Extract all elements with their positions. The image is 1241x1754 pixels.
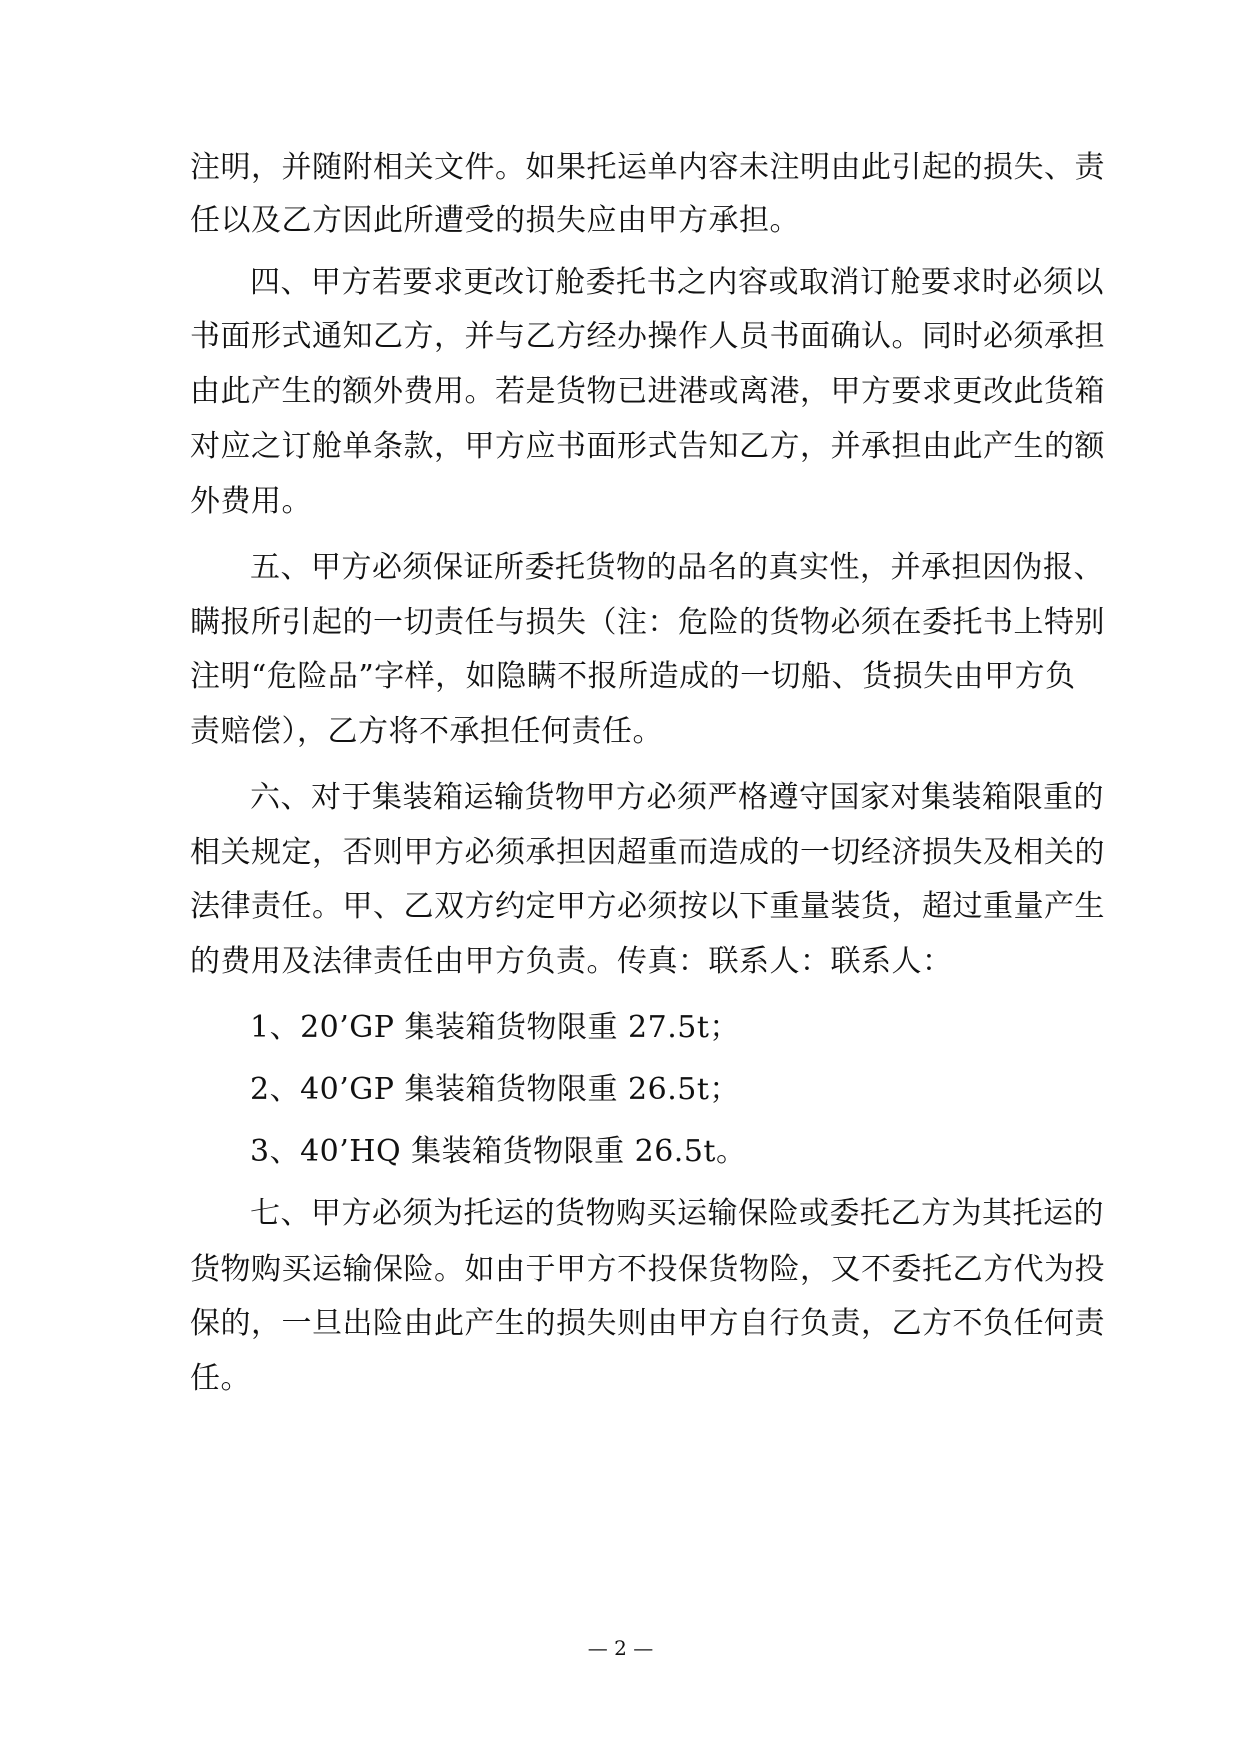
paragraph-line: 由此产生的额外费用。若是货物已进港或离港，甲方要求更改此货箱 bbox=[190, 374, 1105, 409]
paragraph-line: 法律责任。甲、乙双方约定甲方必须按以下重量装货，超过重量产生 bbox=[190, 889, 1105, 924]
paragraph-line: 任以及乙方因此所遭受的损失应由甲方承担。 bbox=[190, 203, 800, 238]
paragraph-line: 四、甲方若要求更改订舱委托书之内容或取消订舱要求时必须以 bbox=[250, 265, 1104, 300]
list-item: 1、20’GP 集装箱货物限重 27.5t； bbox=[250, 1010, 740, 1045]
paragraph-line: 对应之订舱单条款，甲方应书面形式告知乙方，并承担由此产生的额 bbox=[190, 429, 1105, 464]
paragraph-line: 外费用。 bbox=[190, 484, 312, 519]
page-number: — 2 — bbox=[587, 1636, 654, 1660]
paragraph-line: 的费用及法律责任由甲方负责。传真：联系人：联系人： bbox=[190, 944, 953, 979]
paragraph-line: 任。 bbox=[190, 1361, 251, 1396]
paragraph-line: 保的，一旦出险由此产生的损失则由甲方自行负责，乙方不负任何责 bbox=[190, 1306, 1105, 1341]
paragraph-line: 瞒报所引起的一切责任与损失（注：危险的货物必须在委托书上特别 bbox=[190, 605, 1105, 640]
paragraph-line: 书面形式通知乙方，并与乙方经办操作人员书面确认。同时必须承担 bbox=[190, 319, 1105, 354]
paragraph-line: 六、对于集装箱运输货物甲方必须严格遵守国家对集装箱限重的 bbox=[250, 780, 1104, 815]
paragraph-line: 七、甲方必须为托运的货物购买运输保险或委托乙方为其托运的 bbox=[250, 1196, 1104, 1231]
paragraph-line: 货物购买运输保险。如由于甲方不投保货物险，又不委托乙方代为投 bbox=[190, 1252, 1105, 1287]
paragraph-line: 责赔偿），乙方将不承担任何责任。 bbox=[190, 714, 663, 749]
paragraph-line: 相关规定，否则甲方必须承担因超重而造成的一切经济损失及相关的 bbox=[190, 835, 1105, 870]
paragraph-line: 五、甲方必须保证所委托货物的品名的真实性，并承担因伪报、 bbox=[250, 550, 1104, 585]
list-item: 2、40’GP 集装箱货物限重 26.5t； bbox=[250, 1072, 740, 1107]
paragraph-line: 注明“危险品”字样，如隐瞒不报所造成的一切船、货损失由甲方负 bbox=[190, 659, 1076, 694]
list-item: 3、40’HQ 集装箱货物限重 26.5t。 bbox=[250, 1134, 747, 1169]
paragraph-line: 注明，并随附相关文件。如果托运单内容未注明由此引起的损失、责 bbox=[190, 150, 1105, 185]
